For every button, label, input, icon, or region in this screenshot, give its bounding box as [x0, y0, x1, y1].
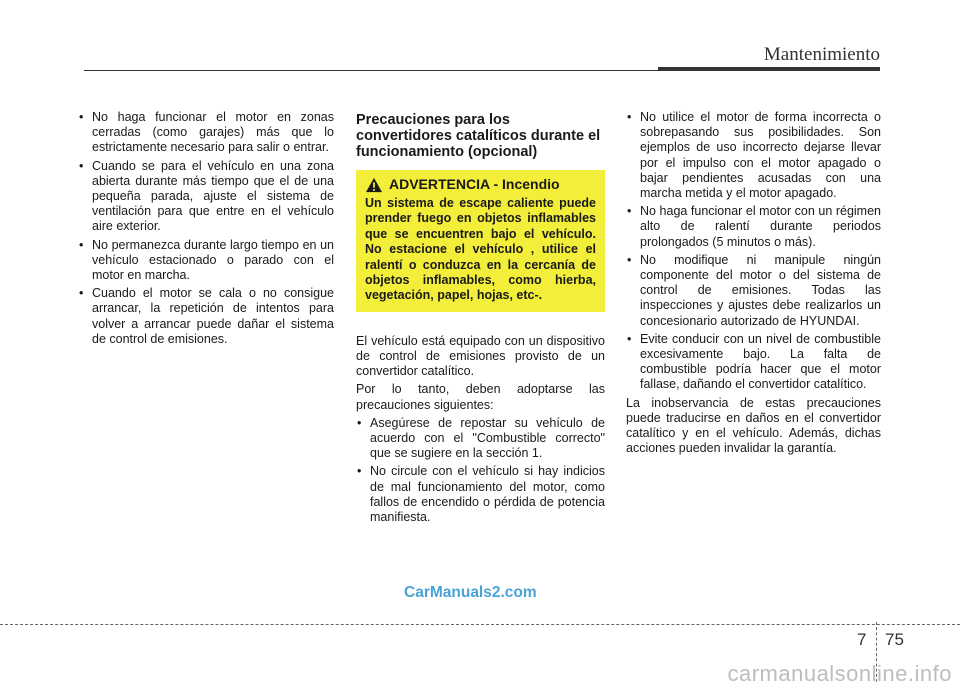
list-item: • No haga funcionar el motor con un régimen alto de ralentí durante periodos prolongados (5 minutos o más). — [626, 204, 881, 250]
list-item: • No modifique ni manipule ningún componente del motor o del sistema de control de emisiones. Todas las inspecciones y ajustes debe realizarlos un concesionario autorizado de HYUNDAI. — [626, 253, 881, 329]
header-rule-accent — [658, 67, 880, 71]
list-item: • Evite conducir con un nivel de combustible excesivamente bajo. La falta de combustible podría hacer que el motor fallase, dañando el convertidor catalítico. — [626, 332, 881, 393]
bullet-list — [78, 110, 334, 347]
warning-title: ADVERTENCIA - Incendio — [389, 176, 560, 193]
section-title: Mantenimiento — [763, 44, 880, 65]
paragraph: La inobservancia de estas precauciones puede traducirse en daños en el convertidor catalítico y en el vehículo. Además, dichas acciones pueden invalidar la garantía. — [626, 395, 881, 456]
page-number: 75 — [885, 630, 904, 649]
warning-box — [356, 170, 605, 312]
column-right — [626, 110, 881, 459]
list-item: • Cuando se para el vehículo en una zona abierta durante más tiempo que el de una pequeña parada, ajuste el sistema de ventilación para que entre en el vehículo aire exterior. — [78, 159, 334, 235]
list-item: • Cuando el motor se cala o no consigue arrancar, la repetición de intentos para volver a arrancar puede dañar el sistema de control de emisiones. — [78, 286, 334, 347]
list-item: • No utilice el motor de forma incorrecta o sobrepasando sus posibilidades. Son ejemplos de uso incorrecto dejarse llevar por el impulso con el motor apagado o bajar pendientes acusadas con una marcha metida y el motor apagado. — [626, 110, 881, 201]
warning-header — [365, 177, 596, 193]
column-left — [78, 110, 334, 350]
bullet-list — [356, 416, 605, 525]
footer-rule — [0, 624, 960, 625]
paragraph: El vehículo está equipado con un dispositivo de control de emisiones provisto de un convertidor catalítico. — [356, 333, 605, 379]
watermark-link[interactable]: CarManuals2.com — [404, 584, 537, 601]
warning-text: Un sistema de escape caliente puede prender fuego en objetos inflamables que se encuentren bajo el vehículo. No estacione el vehículo , utilice el ralentí o conduzca en la cercanía de objetos inflamables, como hierba, vegetación, papel, hojas, etc-. — [365, 196, 596, 303]
chapter-number: 7 — [857, 630, 867, 649]
section-heading: Precauciones para los convertidores catalíticos durante el funcionamiento (opcional) — [356, 112, 601, 160]
list-item: • Asegúrese de repostar su vehículo de acuerdo con el "Combustible correcto" que se sugiere en la sección 1. — [356, 416, 605, 462]
list-item: • No haga funcionar el motor en zonas cerradas (como garajes) más que lo estrictamente necesario para salir o entrar. — [78, 110, 334, 156]
list-item: • No permanezca durante largo tiempo en un vehículo estacionado o parado con el motor en marcha. — [78, 238, 334, 284]
list-item: • No circule con el vehículo si hay indicios de mal funcionamiento del motor, como fallos de encendido o pérdida de potencia manifiesta. — [356, 464, 605, 525]
bullet-list — [626, 110, 881, 393]
site-watermark: carmanualsonline.info — [727, 661, 952, 686]
warning-triangle-icon — [365, 177, 383, 193]
column-middle — [356, 112, 605, 528]
paragraph: Por lo tanto, deben adoptarse las precauciones siguientes: — [356, 382, 605, 412]
